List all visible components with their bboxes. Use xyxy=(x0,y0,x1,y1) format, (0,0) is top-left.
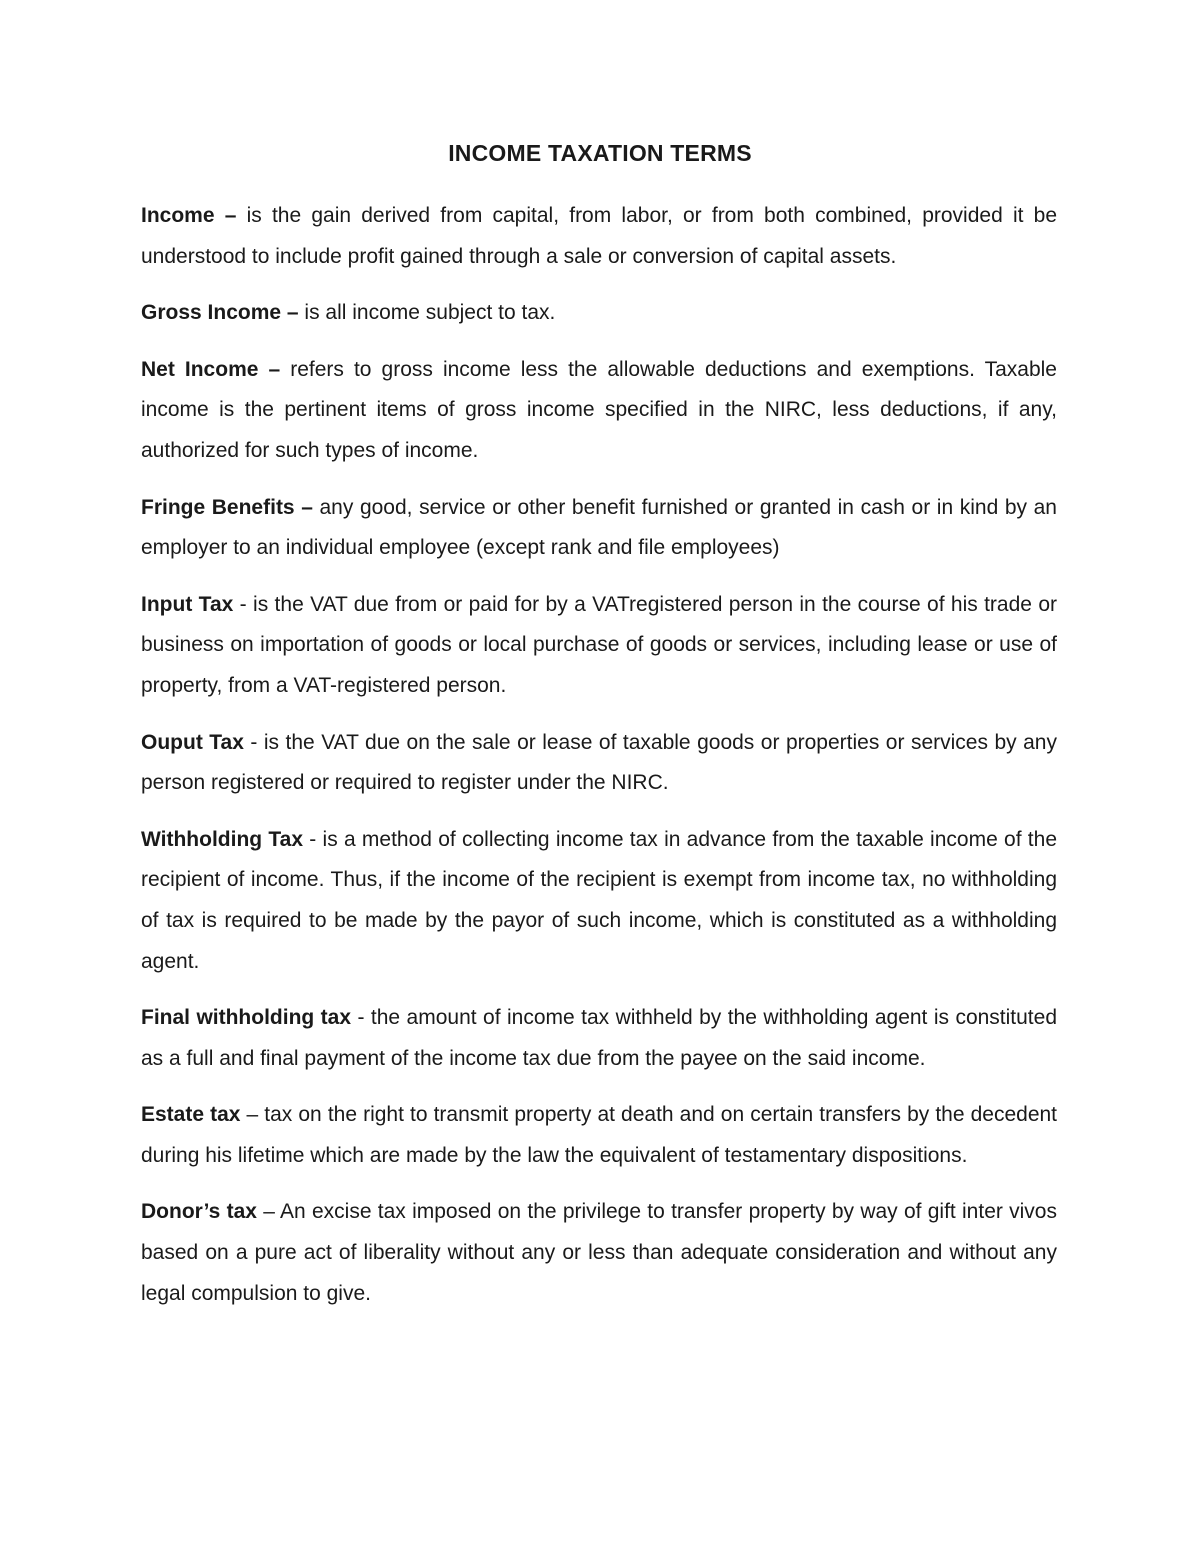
term-definition: is all income subject to tax. xyxy=(298,301,556,325)
term-name: Final withholding tax xyxy=(141,1006,352,1030)
term-name: Estate tax xyxy=(141,1103,241,1127)
term-donors-tax xyxy=(141,1192,1057,1314)
term-definition: refers to gross income less the allowable deductions and exemptions. Taxable income is the pertinent items of gross income specified in the NIRC, less deductions, if any, authorized for such types of income. xyxy=(141,357,1057,462)
term-definition: any good, service or other benefit furnished or granted in cash or in kind by an employer to an individual employee (except rank and file employees) xyxy=(141,495,1057,560)
term-name: Fringe Benefits – xyxy=(141,495,313,519)
term-input-tax xyxy=(141,585,1057,707)
term-gross-income xyxy=(141,293,1057,334)
term-name: Input Tax xyxy=(141,592,234,616)
term-name: Net Income – xyxy=(141,357,281,381)
term-fringe-benefits xyxy=(141,488,1057,569)
term-definition: - is a method of collecting income tax in advance from the taxable income of the recipient of income. Thus, if the income of the recipient is exempt from income tax, no withholding of tax is required to be made by the payor of such income, which is constituted as a withholding agent. xyxy=(141,827,1057,973)
term-name: Donor’s tax xyxy=(141,1200,257,1224)
term-definition: - the amount of income tax withheld by the withholding agent is constituted as a full and final payment of the income tax due from the payee on the said income. xyxy=(141,1006,1058,1070)
term-name: Gross Income – xyxy=(141,301,299,325)
term-final-withholding-tax xyxy=(141,998,1057,1079)
term-income xyxy=(141,196,1057,277)
term-name: Income – xyxy=(141,204,237,227)
term-net-income xyxy=(141,350,1057,472)
terms-list xyxy=(141,196,1057,1330)
term-output-tax xyxy=(141,723,1057,804)
term-name: Withholding Tax xyxy=(141,827,303,851)
term-withholding-tax xyxy=(141,820,1057,982)
term-definition: - is the VAT due from or paid for by a VATregistered person in the course of his trade or business on importation of goods or local purchase of goods or services, including lease or use of property, from a VAT-registered person. xyxy=(141,592,1057,697)
term-definition: – tax on the right to transmit property at death and on certain transfers by the decedent during his lifetime which are made by the law the equivalent of testamentary dispositions. xyxy=(141,1103,1058,1167)
term-definition: - is the VAT due on the sale or lease of taxable goods or properties or services by any person registered or required to register under the NIRC. xyxy=(141,730,1057,795)
term-name: Ouput Tax xyxy=(141,730,244,754)
term-definition: is the gain derived from capital, from labor, or from both combined, provided it be understood to include profit gained through a sale or conversion of capital assets. xyxy=(141,204,1057,268)
term-estate-tax xyxy=(141,1095,1057,1176)
document-title: INCOME TAXATION TERMS xyxy=(448,140,752,166)
term-definition: – An excise tax imposed on the privilege to transfer property by way of gift inter vivos based on a pure act of liberality without any or less than adequate consideration and without any legal compulsion to give. xyxy=(141,1200,1057,1305)
